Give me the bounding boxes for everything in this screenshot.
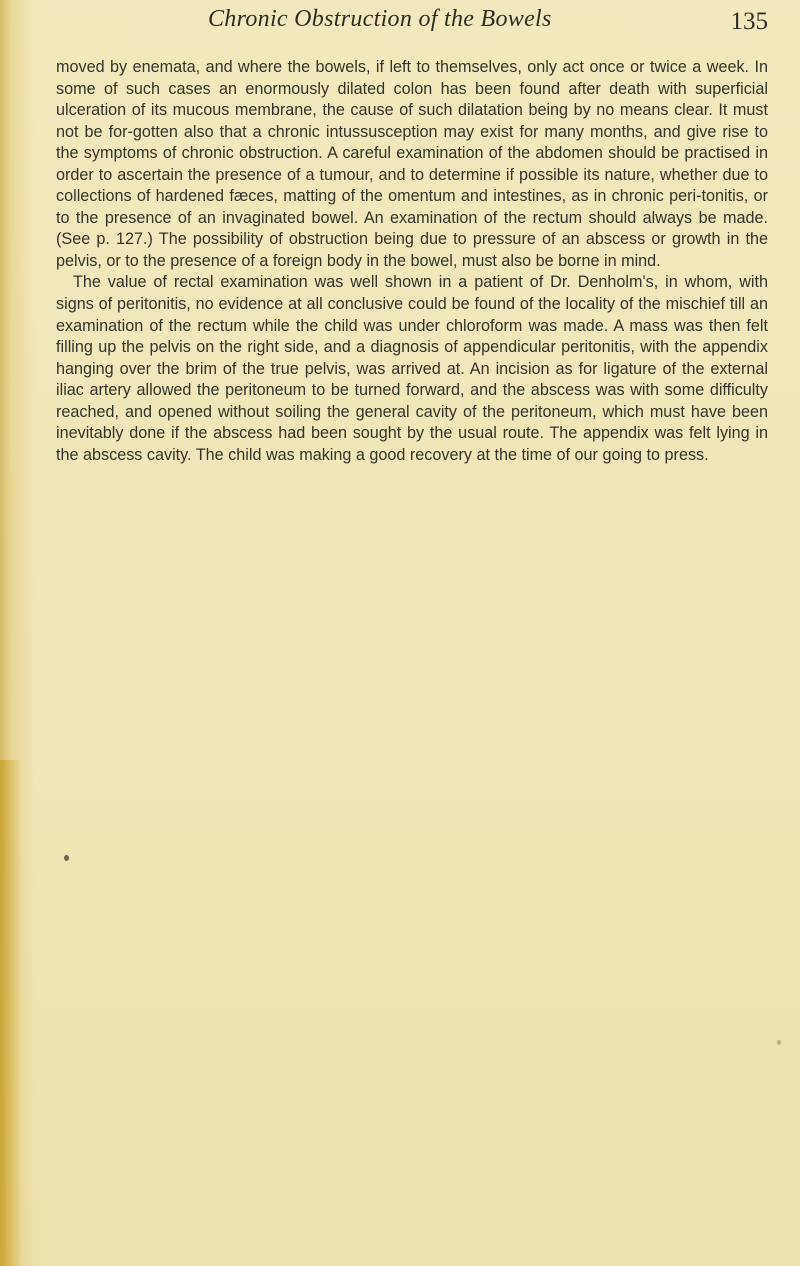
paragraph-rectal-examination: The value of rectal examination was well shown in a patient of Dr. Denholm's, in whom, with signs of peritonitis, no evidence at all conclusive could be found of the locality of the mischief till an examination of the rectum while the child was under chloroform was made. A mass was then felt filling up the pelvis on the right side, and a diagnosis of appendicular peritonitis, with the appendix hanging over the brim of the true pelvis, was arrived at. An incision as for ligature of the external iliac artery allowed the peritoneum to be turned forward, and the abscess was with some difficulty reached, and opened without soiling the general cavity of the peritoneum, which must have been inevitably done if the abscess had been sought by the usual route. The appendix was felt lying in the abscess cavity. The child was making a good recovery at the time of our going to press. [56,273,768,464]
running-head [208,6,768,42]
paragraph-continuation: moved by enemata, and where the bowels, if left to themselves, only act once or twice a week. In some of such cases an enormously dilated colon has been found after death with superficial ulceration of its mucous membrane, the cause of such dilatation being by no means clear. It must not be for-gotten also that a chronic intussusception may exist for many months, and give rise to the symptoms of chronic obstruction. A careful examination of the abdomen should be practised in order to ascertain the presence of a tumour, and to determine if possible its nature, whether due to collections of hardened fæces, matting of the omentum and intestines, as in chronic peri-tonitis, or to the presence of an invaginated bowel. An examination of the rectum should always be made. (See p. 127.) The possibility of obstruction being due to pressure of an abscess or growth in the pelvis, or to the presence of a foreign body in the bowel, must also be borne in mind. [56,58,768,270]
ink-speck [64,855,69,861]
body-text [56,57,768,466]
page-number: 135 [730,8,768,35]
paper-speck [777,1040,781,1045]
running-title: Chronic Obstruction of the Bowels [208,6,552,32]
page-edge-discoloration [0,760,22,1266]
